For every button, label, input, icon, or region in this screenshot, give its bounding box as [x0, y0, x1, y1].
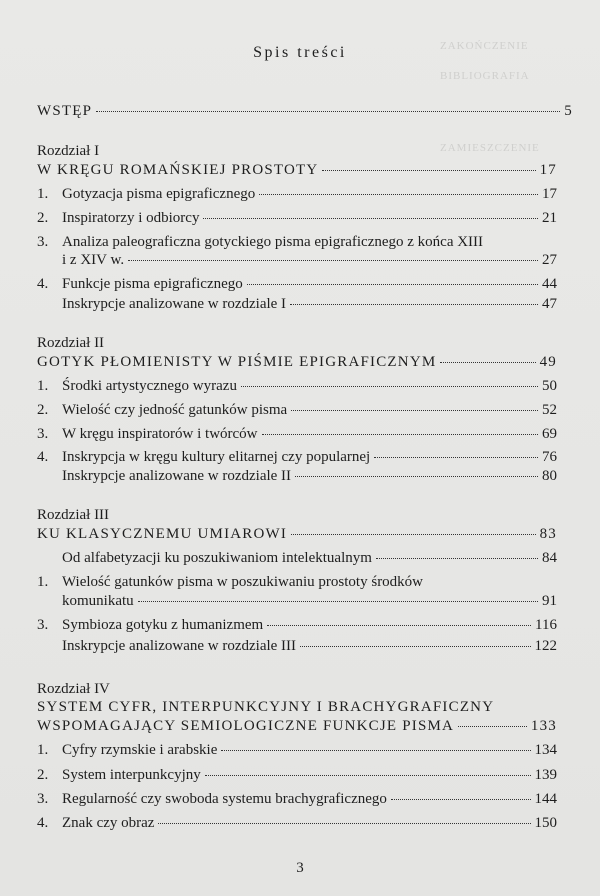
toc-entry-label: Funkcje pisma epigraficznego	[62, 276, 243, 292]
toc-entry[interactable]	[37, 767, 557, 784]
bleed-through-text: ZAMIESZCZENIE	[440, 142, 540, 154]
toc-entry-label: Cyfry rzymskie i arabskie	[62, 742, 218, 758]
toc-entry-number: 1.	[37, 378, 49, 394]
toc-page-number: 27	[542, 252, 557, 268]
toc-chapter-title[interactable]	[37, 354, 557, 371]
toc-page-number: 139	[534, 767, 557, 783]
toc-entry[interactable]	[62, 468, 557, 485]
toc-entry-continuation[interactable]	[62, 252, 557, 269]
toc-chapter-title[interactable]	[37, 526, 557, 543]
dot-leader	[259, 194, 538, 195]
toc-page-number: 5	[564, 103, 573, 119]
toc-page-number: 122	[534, 638, 557, 654]
toc-entry-label: System interpunkcyjny	[62, 767, 201, 783]
dot-leader	[440, 362, 535, 363]
dot-leader	[300, 646, 530, 647]
toc-entry-number: 4.	[37, 276, 49, 292]
toc-entry[interactable]	[37, 234, 557, 251]
toc-entry-label: KU KLASYCZNEMU UMIAROWI	[37, 526, 288, 542]
toc-entry[interactable]	[37, 402, 557, 419]
toc-entry-label: GOTYK PŁOMIENISTY W PIŚMIE EPIGRAFICZNYM	[37, 354, 437, 370]
toc-entry-number: 4.	[37, 815, 49, 831]
toc-entry[interactable]	[37, 276, 557, 293]
toc-entry-number: 1.	[37, 574, 49, 590]
toc-page-number: 116	[535, 617, 557, 633]
toc-page-number: 17	[539, 162, 557, 178]
toc-entry-number: 2.	[37, 402, 49, 418]
toc-entry-label: i z XIV w.	[62, 252, 125, 268]
toc-entry-label: WSPOMAGAJĄCY SEMIOLOGICZNE FUNKCJE PISMA	[37, 718, 455, 734]
toc-entry-label: Inskrypcja w kręgu kultury elitarnej czy popularnej	[62, 449, 371, 465]
dot-leader	[241, 386, 538, 387]
dot-leader	[247, 284, 538, 285]
toc-entry-label: Inspiratorzy i odbiorcy	[62, 210, 200, 226]
toc-entry[interactable]	[62, 296, 557, 313]
dot-leader	[291, 534, 536, 535]
toc-page-number: 83	[539, 526, 557, 542]
toc-entry-number: 3.	[37, 791, 49, 807]
toc-page-number: 49	[539, 354, 557, 370]
toc-entry-number: 4.	[37, 449, 49, 465]
toc-entry-wstep[interactable]	[37, 103, 573, 120]
toc-entry-label: Inskrypcje analizowane w rozdziale III	[62, 638, 297, 654]
toc-entry[interactable]	[37, 815, 557, 832]
page-title: Spis treści	[253, 44, 347, 61]
dot-leader	[138, 601, 538, 602]
dot-leader	[205, 775, 531, 776]
bleed-through-text: ZAKOŃCZENIE	[440, 40, 529, 52]
toc-entry-label: Regularność czy swoboda systemu brachygraficznego	[62, 791, 387, 807]
toc-entry[interactable]	[37, 742, 557, 759]
toc-page-number: 47	[542, 296, 557, 312]
toc-entry-label: WSTĘP	[37, 103, 93, 119]
toc-page-number: 69	[542, 426, 557, 442]
toc-entry[interactable]	[37, 449, 557, 466]
toc-entry-number: 2.	[37, 767, 49, 783]
page-number: 3	[296, 860, 304, 876]
toc-entry[interactable]	[37, 791, 557, 808]
toc-entry[interactable]	[37, 378, 557, 395]
toc-page-number: 80	[542, 468, 557, 484]
chapter-header: Rozdział I	[37, 143, 100, 159]
toc-page-number: 144	[534, 791, 557, 807]
toc-entry-number: 1.	[37, 186, 49, 202]
toc-page-number: 150	[534, 815, 557, 831]
toc-entry-label: Wielość czy jedność gatunków pisma	[62, 402, 288, 418]
dot-leader	[267, 625, 531, 626]
toc-page-number: 133	[530, 718, 557, 734]
toc-entry-label: Znak czy obraz	[62, 815, 155, 831]
toc-entry-continuation[interactable]	[62, 593, 557, 610]
dot-leader	[158, 823, 530, 824]
dot-leader	[290, 304, 538, 305]
bleed-through-text: BIBLIOGRAFIA	[440, 70, 530, 82]
toc-page-number: 134	[534, 742, 557, 758]
dot-leader	[391, 799, 531, 800]
toc-page-number: 76	[542, 449, 557, 465]
toc-chapter-title-continuation[interactable]	[37, 718, 557, 735]
toc-entry[interactable]	[37, 617, 557, 634]
toc-entry-label: Inskrypcje analizowane w rozdziale II	[62, 468, 292, 484]
toc-entry-number: 3.	[37, 234, 49, 250]
toc-entry-number: 2.	[37, 210, 49, 226]
toc-entry-number: 3.	[37, 426, 49, 442]
toc-entry[interactable]	[37, 426, 557, 443]
chapter-header: Rozdział III	[37, 507, 110, 523]
toc-entry-label: Inskrypcje analizowane w rozdziale I	[62, 296, 287, 312]
dot-leader	[291, 410, 538, 411]
dot-leader	[458, 726, 527, 727]
dot-leader	[322, 170, 535, 171]
toc-entry[interactable]	[37, 574, 557, 591]
dot-leader	[221, 750, 530, 751]
toc-entry-label: Środki artystycznego wyrazu	[62, 378, 237, 394]
chapter-header: Rozdział IV	[37, 681, 110, 697]
dot-leader	[203, 218, 538, 219]
dot-leader	[262, 434, 538, 435]
toc-entry[interactable]	[62, 638, 557, 655]
toc-entry[interactable]	[37, 210, 557, 227]
toc-entry-label: W KRĘGU ROMAŃSKIEJ PROSTOTY	[37, 162, 319, 178]
toc-entry-number: 3.	[37, 617, 49, 633]
toc-entry-label: Wielość gatunków pisma w poszukiwaniu prostoty środków	[62, 574, 424, 590]
toc-page-number: 91	[542, 593, 557, 609]
toc-page-number: 84	[542, 550, 557, 566]
dot-leader	[295, 476, 538, 477]
toc-entry-label: Symbioza gotyku z humanizmem	[62, 617, 264, 633]
dot-leader	[96, 111, 560, 112]
dot-leader	[128, 260, 538, 261]
dot-leader	[374, 457, 538, 458]
toc-entry-label: Od alfabetyzacji ku poszukiwaniom intelektualnym	[62, 550, 372, 566]
toc-page-number: 50	[542, 378, 557, 394]
chapter-header: Rozdział II	[37, 335, 105, 351]
toc-page-number: 21	[542, 210, 557, 226]
dot-leader	[376, 558, 538, 559]
toc-entry-label: Gotyzacja pisma epigraficznego	[62, 186, 256, 202]
toc-page-number: 17	[542, 186, 557, 202]
toc-entry-label: W kręgu inspiratorów i twórców	[62, 426, 258, 442]
toc-entry-label: komunikatu	[62, 593, 134, 609]
toc-entry-label: Analiza paleograficzna gotyckiego pisma epigraficznego z końca XIII	[62, 234, 484, 250]
toc-entry[interactable]	[37, 186, 557, 203]
toc-page-number: 52	[542, 402, 557, 418]
toc-entry-number: 1.	[37, 742, 49, 758]
toc-page-number: 44	[542, 276, 557, 292]
toc-chapter-title[interactable]: SYSTEM CYFR, INTERPUNKCYJNY I BRACHYGRAFICZNY	[37, 699, 495, 715]
toc-entry[interactable]	[62, 550, 557, 567]
toc-chapter-title[interactable]	[37, 162, 557, 179]
